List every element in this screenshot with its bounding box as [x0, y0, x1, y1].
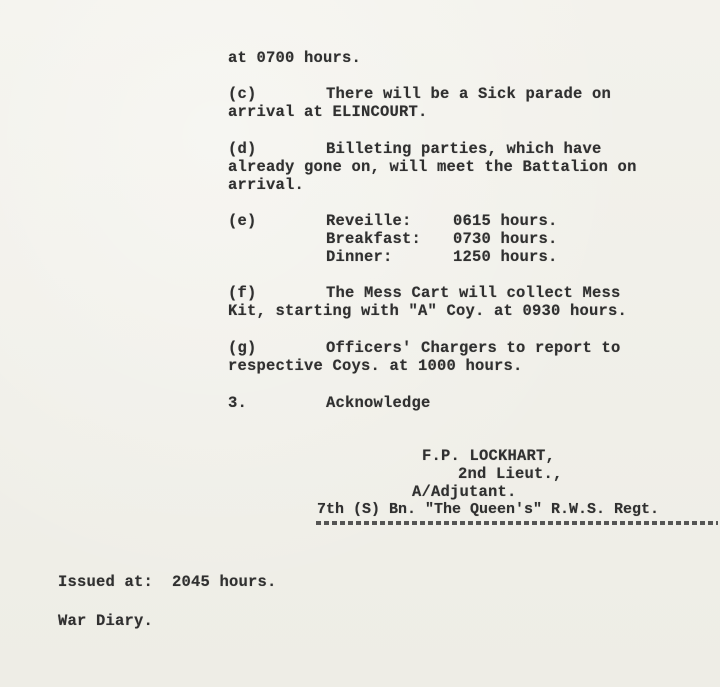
item-c-label: (c): [228, 85, 257, 103]
issued-at: Issued at: 2045 hours.: [58, 573, 277, 591]
item-d-line2: already gone on, will meet the Battalion on: [228, 158, 637, 176]
item-3-text: Acknowledge: [326, 394, 431, 412]
schedule-time-reveille: 0615 hours.: [453, 212, 558, 230]
schedule-name-reveille: Reveille:: [326, 212, 412, 230]
item-e-label: (e): [228, 212, 257, 230]
schedule-time-dinner: 1250 hours.: [453, 248, 558, 266]
schedule-name-dinner: Dinner:: [326, 248, 393, 266]
signature-rank: 2nd Lieut.,: [458, 465, 563, 483]
item-g-line1: Officers' Chargers to report to: [326, 339, 621, 357]
schedule-time-breakfast: 0730 hours.: [453, 230, 558, 248]
signature-unit: 7th (S) Bn. "The Queen's" R.W.S. Regt.: [317, 501, 660, 518]
signature-name: F.P. LOCKHART,: [422, 447, 556, 465]
item-d-line1: Billeting parties, which have: [326, 140, 602, 158]
item-c-line1: There will be a Sick parade on: [326, 85, 612, 103]
item-c-line2: arrival at ELINCOURT.: [228, 103, 428, 121]
item-g-line2: respective Coys. at 1000 hours.: [228, 357, 523, 375]
schedule-name-breakfast: Breakfast:: [326, 230, 422, 248]
item-d-line3: arrival.: [228, 176, 305, 194]
signature-underline: [316, 521, 718, 525]
signature-role: A/Adjutant.: [412, 483, 517, 501]
item-f-label: (f): [228, 284, 257, 302]
item-g-label: (g): [228, 339, 257, 357]
item-f-line1: The Mess Cart will collect Mess: [326, 284, 621, 302]
item-d-label: (d): [228, 140, 257, 158]
item-3-label: 3.: [228, 394, 248, 412]
distribution-line: War Diary.: [58, 612, 154, 630]
opening-line: at 0700 hours.: [228, 49, 362, 67]
item-f-line2: Kit, starting with "A" Coy. at 0930 hours.: [228, 302, 628, 320]
